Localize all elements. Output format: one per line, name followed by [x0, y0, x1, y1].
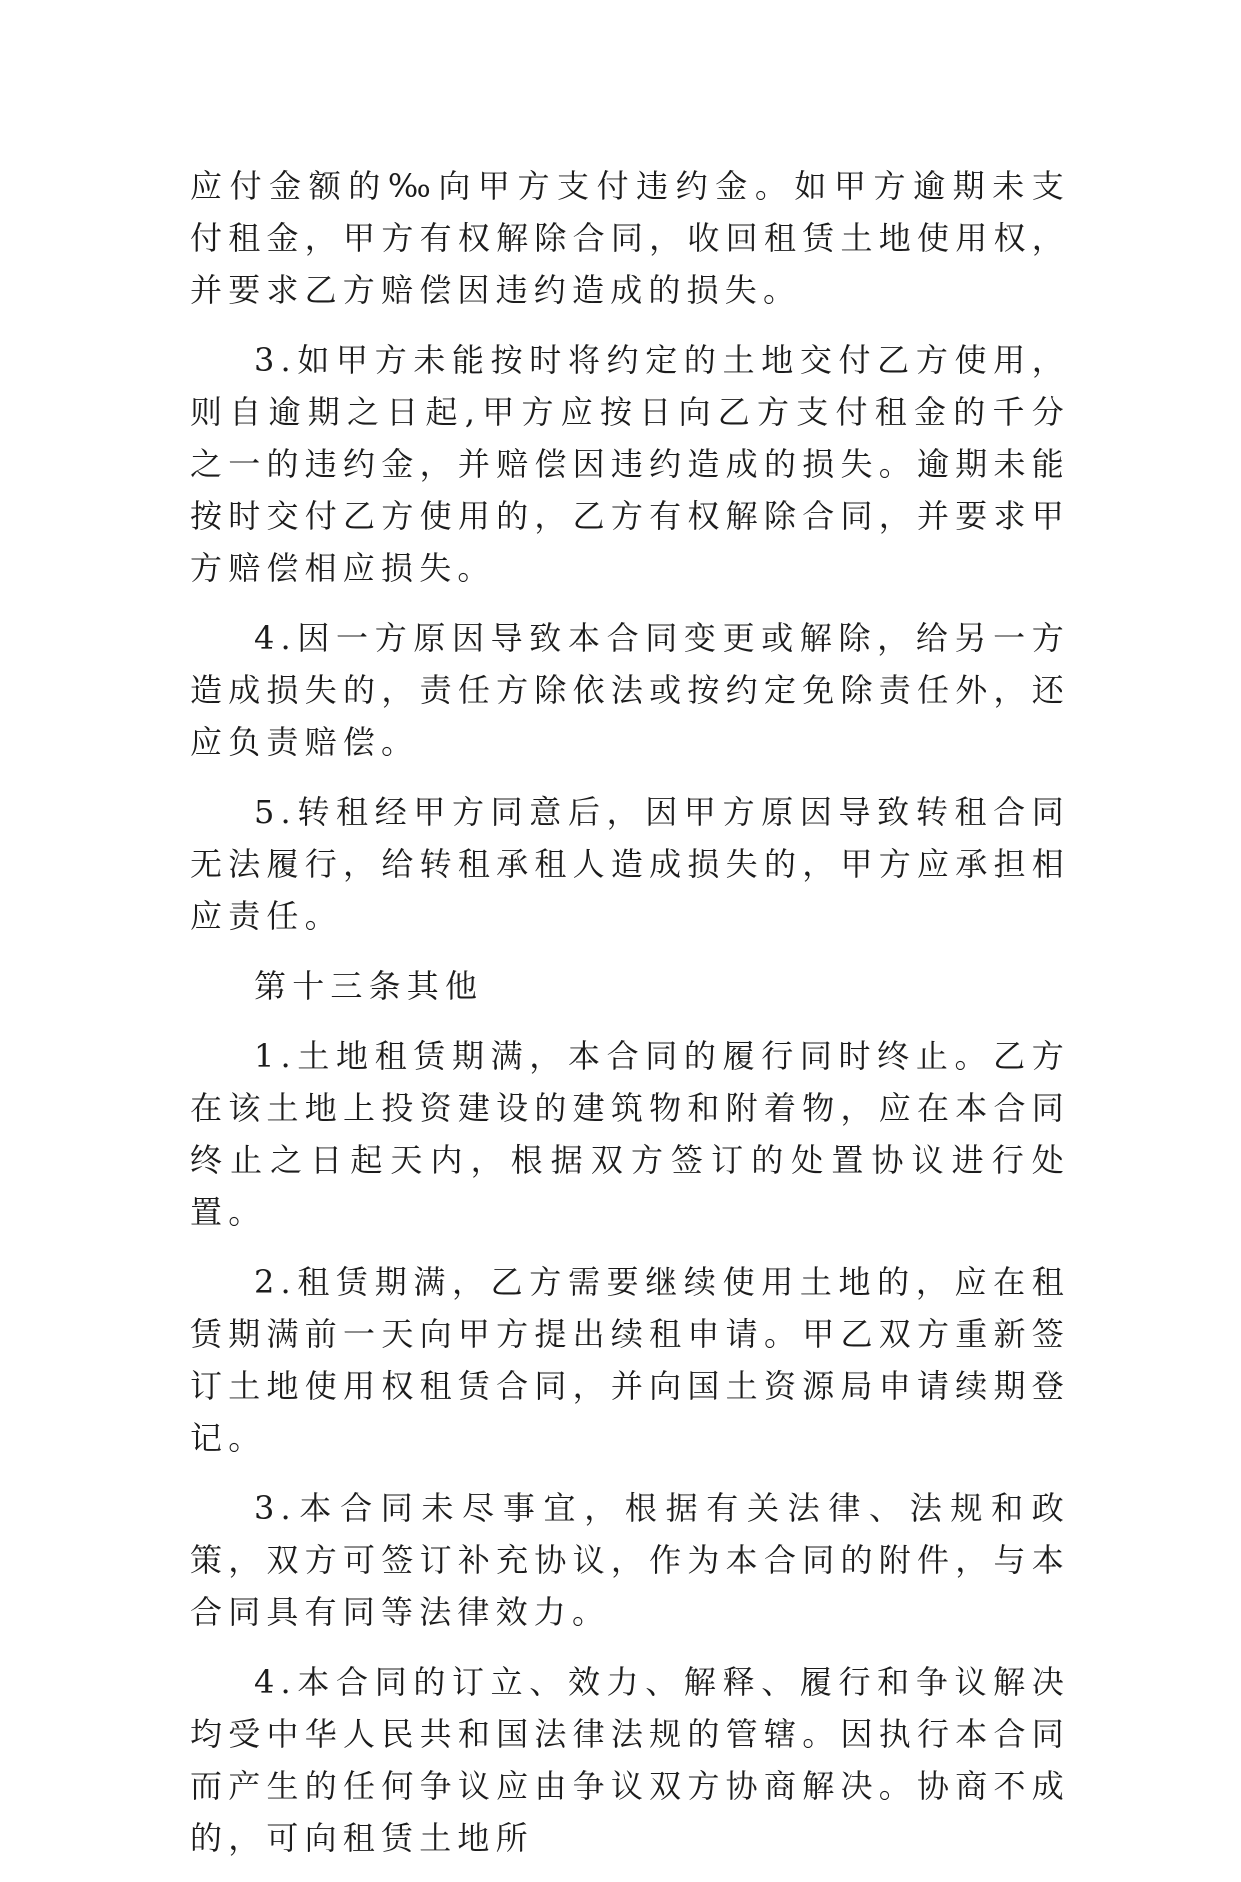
paragraph-article-13-item-2: 2.租赁期满，乙方需要继续使用土地的，应在租赁期满前一天向甲方提出续租申请。甲乙双方重新签订土地使用权租赁合同，并向国土资源局申请续期登记。 — [190, 1263, 1070, 1457]
paragraph-article-13-item-1: 1.土地租赁期满，本合同的履行同时终止。乙方在该土地上投资建设的建筑物和附着物，应在本合同终止之日起天内，根据双方签订的处置协议进行处置。 — [190, 1037, 1070, 1231]
paragraph-article-13-item-3: 3.本合同未尽事宜，根据有关法律、法规和政策，双方可签订补充协议，作为本合同的附件，与本合同具有同等法律效力。 — [190, 1489, 1070, 1631]
paragraph-clause-5: 5.转租经甲方同意后，因甲方原因导致转租合同无法履行，给转租承租人造成损失的，甲方应承担相应责任。 — [190, 793, 1070, 935]
paragraph-clause-4: 4.因一方原因导致本合同变更或解除，给另一方造成损失的，责任方除依法或按约定免除责任外，还应负责赔偿。 — [190, 619, 1070, 761]
paragraph-clause-3: 3.如甲方未能按时将约定的土地交付乙方使用，则自逾期之日起,甲方应按日向乙方支付租金的千分之一的违约金，并赔偿因违约造成的损失。逾期未能按时交付乙方使用的，乙方有权解除合同，并要求甲方赔偿相应损失。 — [190, 341, 1070, 587]
document-body — [190, 160, 1070, 1882]
paragraph-continuation: 应付金额的‰向甲方支付违约金。如甲方逾期未支付租金，甲方有权解除合同，收回租赁土地使用权，并要求乙方赔偿因违约造成的损失。 — [190, 167, 1070, 309]
section-heading-article-13: 第十三条其他 — [254, 967, 484, 1005]
paragraph-article-13-item-4: 4.本合同的订立、效力、解释、履行和争议解决均受中华人民共和国法律法规的管辖。因执行本合同而产生的任何争议应由争议双方协商解决。协商不成的，可向租赁土地所 — [190, 1663, 1070, 1857]
